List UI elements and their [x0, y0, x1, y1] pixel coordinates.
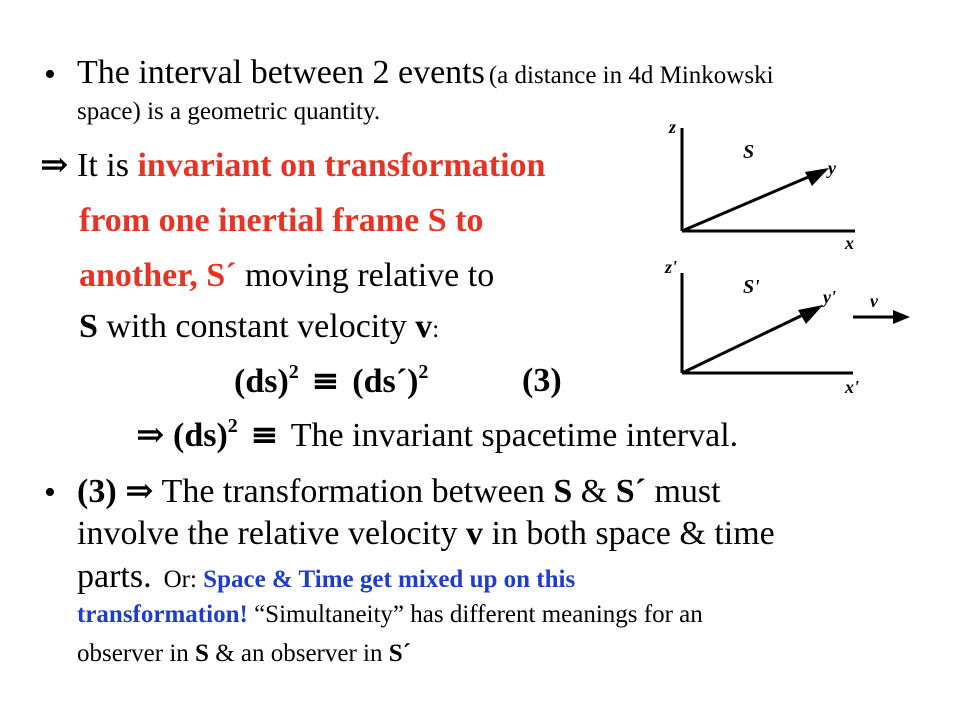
invariant-line [40, 145, 546, 185]
invariant-phrase: invariant on transformation [137, 147, 546, 184]
colon: : [432, 316, 440, 343]
bullet-2: • [44, 474, 56, 511]
velocity-arrowhead [893, 310, 910, 324]
y-prime-axis [682, 313, 807, 373]
bullet-1: • [44, 56, 56, 93]
s-frame-label: S [79, 308, 98, 345]
moving-relative-text: moving relative to [236, 257, 495, 294]
invariant-interval-line [136, 415, 739, 455]
bullet-2-line-2 [77, 517, 775, 551]
equiv-symbol-2: ≡ [250, 415, 279, 455]
ds-term-exp: 2 [227, 415, 238, 437]
observer-text-1: observer in [77, 640, 196, 667]
interval-text: The interval between 2 events [77, 54, 485, 91]
transformation-exclaim: transformation! [77, 601, 248, 628]
constant-velocity-text: with constant velocity [97, 308, 416, 345]
y-prime-label: y' [823, 287, 836, 307]
mixed-up-text: Space & Time get mixed up on this [203, 566, 576, 593]
v-symbol-2: v [465, 515, 483, 552]
observer-text-2: & an observer in [208, 640, 389, 667]
bullet-2-line-3 [77, 560, 575, 594]
or-text: Or: [163, 566, 204, 593]
another-s-prime: another, S´ [79, 257, 237, 294]
simultaneity-text: “Simultaneity” has different meanings for an [247, 601, 703, 628]
equiv-symbol: ≡ [311, 361, 340, 401]
another-line [79, 259, 494, 293]
bullet-1-line-2: space) is a geometric quantity. [77, 98, 381, 125]
x-prime-label: x' [845, 377, 860, 397]
ds-left: (ds) [234, 363, 289, 400]
x-label: x [845, 233, 854, 253]
parts-text: parts. [77, 558, 152, 595]
ds-prime-exp: 2 [418, 361, 429, 383]
v-symbol: v [415, 308, 433, 345]
implies-symbol-3: ⇒ [125, 471, 154, 511]
z-label: z [669, 117, 677, 137]
bullet-1-line-1 [77, 56, 774, 90]
implies-symbol-2: ⇒ [136, 415, 165, 455]
transformation-text: The transformation between [161, 473, 554, 510]
s-label-2: S [195, 640, 209, 667]
y-axis [682, 175, 813, 231]
s-label-1: S [553, 473, 573, 510]
z-prime-label: z' [665, 257, 678, 277]
bullet-2-line-1 [77, 471, 721, 511]
ds-left-exp: 2 [288, 361, 299, 383]
ds-term: (ds) [173, 417, 228, 454]
y-arrowhead [805, 168, 829, 186]
s-label: S [743, 141, 755, 163]
bullet-2-line-5 [77, 641, 411, 666]
involve-text: involve the relative velocity [77, 515, 466, 552]
eq-ref: (3) [77, 473, 117, 510]
must-text: must [645, 473, 721, 510]
frame-s-prime-diagram [655, 255, 920, 400]
space-time-text: in both space & time [482, 515, 775, 552]
equation-3 [234, 361, 429, 401]
v-label: v [870, 291, 878, 311]
ds-prime: (ds´) [352, 363, 419, 400]
bullet-2-line-4 [77, 602, 703, 627]
s-prime-label-2: S´ [388, 640, 411, 667]
distance-note: (a distance in 4d Minkowski [488, 62, 774, 89]
s-prime-label: S' [743, 276, 760, 298]
s-prime-label-1: S´ [615, 473, 646, 510]
y-label: y [828, 158, 836, 178]
y-prime-arrowhead [798, 305, 823, 324]
equation-number: (3) [522, 362, 562, 399]
implies-symbol: ⇒ [40, 145, 69, 185]
frame-line: from one inertial frame S to [79, 202, 484, 239]
ampersand-1: & [572, 473, 616, 510]
it-is-text: It is [77, 147, 138, 184]
velocity-line [79, 310, 439, 344]
frame-s-diagram [655, 108, 870, 253]
invariant-interval-text: The invariant spacetime interval. [290, 417, 739, 454]
